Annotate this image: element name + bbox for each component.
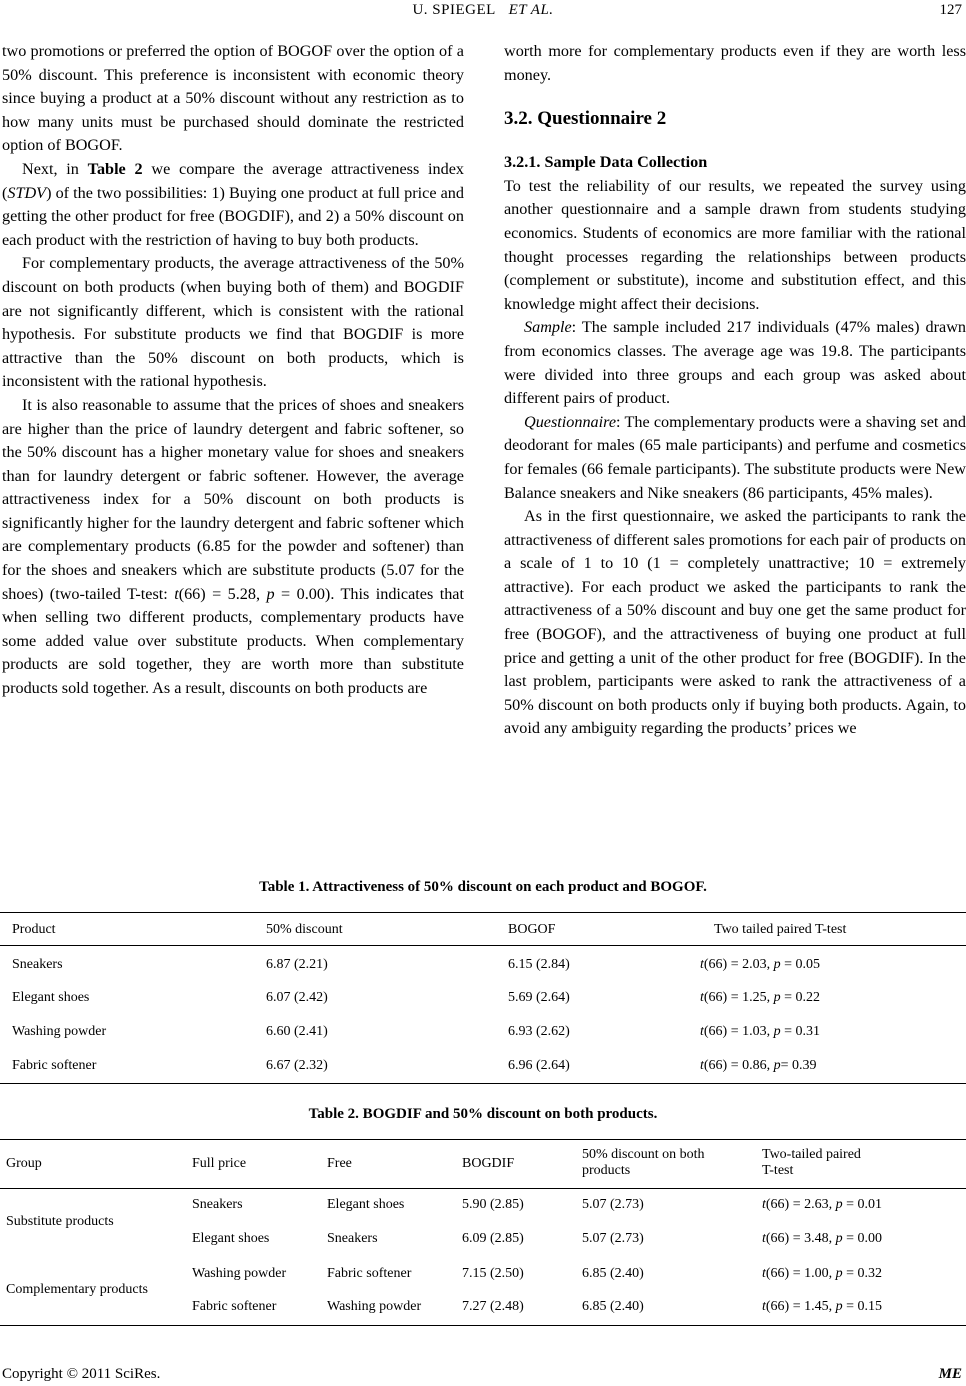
paragraph: Next, in Table 2 we compare the average attractiveness index (STDV) of the two possibilities: 1) Buying one product at full price and getting the other product for free (BOGDIF), and 2) a 50% discount on each product with the restriction of having to buy both products. bbox=[2, 159, 465, 249]
table1-header-rule bbox=[0, 945, 966, 946]
paragraph: Questionnaire: The complementary products were a shaving set and deodorant for males (65 male participants) and perfume and cosmetics for females (66 female participants). The substitute products were New Balance sneakers and Nike sneakers (86 participants, 45% males). bbox=[504, 412, 966, 502]
table2-caption: Table 2. BOGDIF and 50% discount on both products. bbox=[308, 1106, 658, 1122]
section-title: 3.2. Questionnaire 2 bbox=[504, 108, 667, 130]
running-etal: ET AL. bbox=[508, 2, 554, 18]
table1-top-rule bbox=[0, 912, 966, 913]
paragraph: It is also reasonable to assume that the prices of shoes and sneakers are higher than the price of laundry detergent and fabric softener, so the 50% discount has a higher monetary value for shoes and sneakers than for laundry detergent or fabric softener. However, the average attractiveness index for a 50% discount on both products is significantly higher for the laundry detergent and fabric softener which are complementary products (6.85 for the powder and softener) than for the shoes and sneakers which are substitute products (5.07 for the shoes) (two-tailed T-test: t(66) = 5.28, p = 0.00). This indicates that when selling two different products, complementary products have some added value over substitute products. When complementary products are sold together, they are worth more than substitute products sold together. As a result, discounts on both products are bbox=[2, 395, 464, 698]
paragraph: To test the reliability of our results, we repeated the survey using another questionnaire and a sample drawn from students studying economics. Students of economics are more familiar with the rational thought processes regarding the relationships between products (complement or substitute), income and substitution effect, and this knowledge might affect their decisions. bbox=[504, 176, 966, 313]
table2-header-cell: Group bbox=[6, 1156, 42, 1171]
table-reference-link[interactable]: Table 2 bbox=[87, 159, 143, 178]
table2-header-cell: Two-tailed paired T-test bbox=[762, 1147, 861, 1178]
table1-header-cell: Two tailed paired T-test bbox=[714, 922, 847, 937]
table2-bottom-rule bbox=[0, 1325, 966, 1326]
table2-header-cell: BOGDIF bbox=[462, 1156, 515, 1171]
table1-header-cell: BOGOF bbox=[508, 922, 556, 937]
paragraph: As in the first questionnaire, we asked the participants to rank the attractiveness of different sales promotions for each pair of products on a scale of 1 to 10 (1 = completely unattractive; 10 = extremely attractive). For each product we asked the participants to rank the attractiveness of a 50% discount and buy one get the same product for free (BOGOF), and the attractiveness of buying one product at full price and getting a unit of the other product for free (BOGDIF). In the last problem, participants were asked to rank the attractiveness of a 50% discount on both products only if buying both products. Again, to avoid any ambiguity regarding the products’ prices we bbox=[504, 507, 966, 738]
table2-header-row bbox=[0, 1147, 966, 1181]
table1-header-cell: Product bbox=[12, 922, 56, 937]
table1-header-cell: 50% discount bbox=[266, 922, 343, 937]
paragraph: worth more for complementary products even if they are worth less money. bbox=[504, 42, 966, 84]
running-header bbox=[0, 2, 966, 24]
table2-header-rule bbox=[0, 1188, 966, 1189]
right-column bbox=[504, 40, 966, 741]
table1-bottom-rule bbox=[0, 1083, 966, 1084]
page-number: 127 bbox=[939, 2, 962, 18]
running-title: U. SPIEGEL ET AL. bbox=[412, 2, 554, 18]
paragraph: two promotions or preferred the option of BOGOF over the option of a 50% discount. This preference is inconsistent with economic theory since buying a product at a 50% discount without any restriction as to how many units must be purchased should dominate the restricted option of BOGOF. bbox=[2, 42, 464, 155]
paragraph: For complementary products, the average attractiveness of the 50% discount on both products (when buying both of them) and BOGDIF are not significantly different, which is consistent with the rational hypothesis. For substitute products we find that BOGDIF is more attractive than the 50% discount on both products, which is inconsistent with the rational hypothesis. bbox=[2, 254, 464, 391]
left-column bbox=[2, 40, 464, 701]
table2-header-cell: Full price bbox=[192, 1156, 247, 1171]
copyright: Copyright © 2011 SciRes. bbox=[2, 1366, 161, 1382]
table1-caption: Table 1. Attractiveness of 50% discount on each product and BOGOF. bbox=[259, 879, 707, 895]
table2-top-rule bbox=[0, 1139, 966, 1140]
paragraph: Sample: The sample included 217 individuals (47% males) drawn from economics classes. The average age was 19.8. The participants were divided into three groups and each group was asked about different pairs of product. bbox=[504, 318, 966, 408]
table2-header-cell: Free bbox=[327, 1156, 352, 1171]
journal-abbrev: ME bbox=[938, 1366, 962, 1382]
table2-header-cell: 50% discount on both products bbox=[582, 1147, 705, 1178]
subsection-title: 3.2.1. Sample Data Collection bbox=[504, 153, 708, 172]
